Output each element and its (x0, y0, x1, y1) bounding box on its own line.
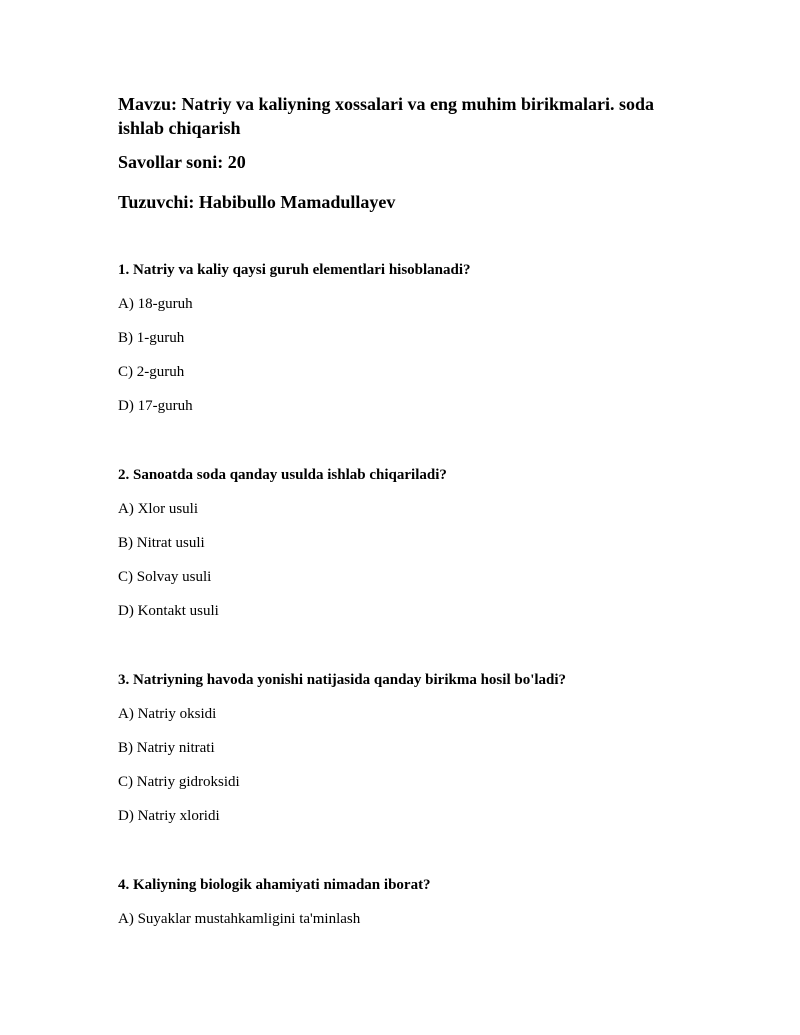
question-2 (118, 465, 698, 621)
option-a: A) Natriy oksidi (118, 706, 217, 722)
option-a: A) Suyaklar mustahkamligini ta'minlash (118, 911, 361, 927)
option-c: C) Natriy gidroksidi (118, 774, 240, 790)
question-4 (118, 875, 698, 929)
question-count: Savollar soni: 20 (118, 152, 246, 172)
option-a: A) 18-guruh (118, 296, 193, 312)
option-d: D) Kontakt usuli (118, 603, 219, 619)
option-d: D) Natriy xloridi (118, 808, 220, 824)
question-1 (118, 260, 698, 416)
option-b: B) 1-guruh (118, 330, 185, 346)
document-page (118, 92, 698, 943)
option-c: C) Solvay usuli (118, 569, 212, 585)
option-c: C) 2-guruh (118, 364, 185, 380)
option-d: D) 17-guruh (118, 398, 193, 414)
option-a: A) Xlor usuli (118, 501, 198, 517)
question-text: 3. Natriyning havoda yonishi natijasida qanday birikma hosil bo'ladi? (118, 672, 567, 688)
option-b: B) Natriy nitrati (118, 740, 215, 756)
question-text: 4. Kaliyning biologik ahamiyati nimadan iborat? (118, 877, 431, 893)
question-text: 2. Sanoatda soda qanday usulda ishlab chiqariladi? (118, 467, 447, 483)
document-title: Mavzu: Natriy va kaliyning xossalari va eng muhim birikmalari. soda ishlab chiqarish (118, 94, 655, 138)
question-text: 1. Natriy va kaliy qaysi guruh elementlari hisoblanadi? (118, 262, 471, 278)
option-b: B) Nitrat usuli (118, 535, 205, 551)
question-3 (118, 670, 698, 826)
author-line: Tuzuvchi: Habibullo Mamadullayev (118, 192, 396, 212)
